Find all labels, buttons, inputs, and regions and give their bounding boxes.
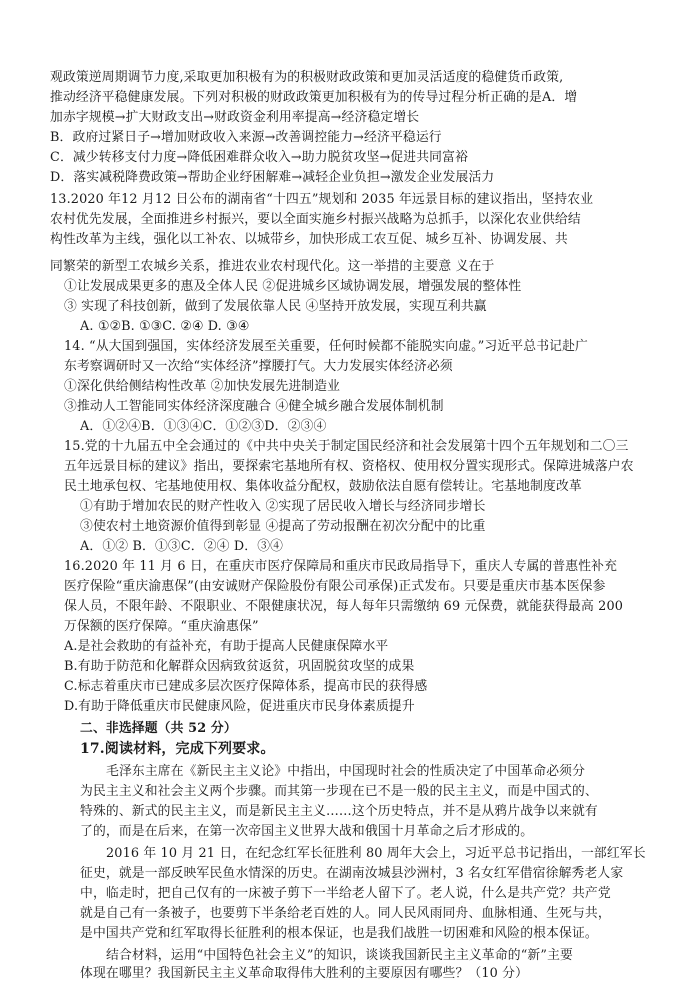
question-15: 15.党的十九届五中全会通过的《中共中央关于制定国民经济和社会发展第十四个五年规划和二〇三 — [64, 439, 629, 454]
material-line: 征史，就是一部反映军民鱼水情深的历史。在湖南汝城县沙洲村，3 名女红军借宿徐解秀老人家 — [80, 866, 624, 881]
option-a: A.是社会救助的有益补充，有助于提高人民健康保障水平 — [64, 639, 389, 654]
text-line: 医疗保险“重庆渝惠保”(由安诚财产保险股份有限公司承保)正式发布。只要是重庆市基本医保参 — [64, 579, 606, 594]
section-heading: 二、非选择题（共 52 分） — [80, 721, 237, 736]
text-line: 保人员，不限年龄、不限职业、不限健康状况，每人每年只需缴纳 69 元保费，就能获得最高 200 — [64, 599, 624, 614]
question-14: 14. “从大国到强国，实体经济发展至关重要，任何时候都不能脱实向虚。”习近平总书记赴广 — [64, 339, 588, 354]
text-line: 观政策逆周期调节力度,采取更加积极有为的积极财政政策和更加灵活适度的稳健货币政策, — [50, 70, 564, 85]
option-b: B．政府过紧日子→增加财政收入来源→改善调控能力→经济平稳运行 — [50, 130, 442, 145]
material-line: 特殊的、新式的民主主义，而是新民主主义……这个历史特点，并不是从鸦片战争以来就有 — [80, 804, 598, 819]
option-d: D．落实减税降费政策→帮助企业纾困解难→减轻企业负担→激发企业发展活力 — [50, 170, 495, 185]
option-c: C．减少转移支付力度→降低困难群众收入→助力脱贫攻坚→促进共同富裕 — [50, 150, 469, 165]
material-line: 中，临走时，把自己仅有的一床被子剪下一半给老人留下了。老人说，什么是共产党？共产党 — [80, 886, 611, 901]
question-prompt: 结合材料，运用“中国特色社会主义”的知识，谈谈我国新民主主义革命的“新”主要 — [106, 948, 573, 963]
question-16: 16.2020 年 11 月 6 日，在重庆市医疗保障局和重庆市民政局指导下，重庆人专属的普惠性补充 — [64, 559, 618, 574]
material-paragraph: 2016 年 10 月 21 日，在纪念红军长征胜利 80 周年大会上，习近平总书记指出，一部红军长 — [106, 846, 646, 861]
option-b: B.有助于防范和化解群众因病致贫返贫，巩固脱贫攻坚的成果 — [64, 659, 415, 674]
text-line: 万保额的医疗保障。“重庆渝惠保” — [64, 619, 259, 634]
option-c: C.标志着重庆市已建成多层次医疗保障体系，提高市民的获得感 — [64, 679, 428, 694]
question-13: 13.2020 年12 月12 日公布的湖南省“十四五”规划和 2035 年远景目标的建议指出，坚持农业 — [50, 192, 594, 207]
answer-options: A．①②④B．①③④C．①②③D．②③④ — [80, 419, 327, 434]
statement-line: ③ 实现了科技创新，做到了发展依靠人民 ④坚持开放发展，实现互利共赢 — [64, 299, 487, 314]
material-line: 是中国共产党和红军取得长征胜利的根本保证，也是我们战胜一切困难和风险的根本保证。 — [80, 926, 598, 941]
text-line: 农村优先发展，全面推进乡村振兴，要以全面实施乡村振兴战略为总抓手，以深化农业供给结 — [50, 212, 581, 227]
statement-line: ③使农村土地资源价值得到彰显 ④提高了劳动报酬在初次分配中的比重 — [80, 519, 486, 534]
material-line: 为民主主义和社会主义两个步骤。而其第一步现在已不是一般的民主主义，而是中国式的、 — [80, 784, 598, 799]
material-paragraph: 毛泽东主席在《新民主主义论》中指出，中国现时社会的性质决定了中国革命必须分 — [106, 764, 586, 779]
answer-options: A. ①②B. ①③C. ②④ D. ③④ — [80, 319, 250, 334]
statement-line: ③推动人工智能同实体经济深度融合 ④健全城乡融合发展体制机制 — [64, 399, 444, 414]
text-line: 五年远景目标的建议》指出，要探索宅基地所有权、资格权、使用权分置实现形式。保障进城落户农 — [64, 459, 634, 474]
text-line: 加赤字规模→扩大财政支出→财政资金利用率提高→经济稳定增长 — [50, 110, 420, 125]
answer-options: A．①② B．①③C．②④ D．③④ — [80, 539, 284, 554]
material-line: 就是自己有一条被子，也要剪下半条给老百姓的人。同人民风雨同舟、血脉相通、生死与共， — [80, 906, 611, 921]
question-prompt: 体现在哪里？我国新民主主义革命取得伟大胜利的主要原因有哪些？（10 分） — [80, 966, 529, 981]
text-line: 民土地承包权、宅基地使用权、集体收益分配权，鼓励依法自愿有偿转让。宅基地制度改革 — [64, 479, 582, 494]
statement-line: ①有助于增加农民的财产性收入 ②实现了居民收入增长与经济同步增长 — [80, 499, 486, 514]
text-line: 推动经济平稳健康发展。下列对积极的财政政策更加积极有为的传导过程分析正确的是A．增 — [50, 90, 578, 105]
statement-line: ①深化供给侧结构性改革 ②加快发展先进制造业 — [64, 379, 341, 394]
text-line: 构性改革为主线，强化以工补农、以城带乡，加快形成工农互促、城乡互补、协调发展、共 — [50, 232, 568, 247]
text-line: 东考察调研时又一次给“实体经济”撑腰打气。大力发展实体经济必须 — [64, 359, 453, 374]
material-line: 了的，而是在后来，在第一次帝国主义世界大战和俄国十月革命之后才形成的。 — [80, 824, 534, 839]
text-line: 同繁荣的新型工农城乡关系，推进农业农村现代化。这一举措的主要意 义在于 — [50, 259, 495, 274]
option-d: D.有助于降低重庆市民健康风险，促进重庆市民身体素质提升 — [64, 699, 415, 714]
question-17: 17.阅读材料，完成下列要求。 — [80, 741, 275, 757]
statement-line: ①让发展成果更多的惠及全体人民 ②促进城乡区域协调发展，增强发展的整体性 — [64, 279, 522, 294]
